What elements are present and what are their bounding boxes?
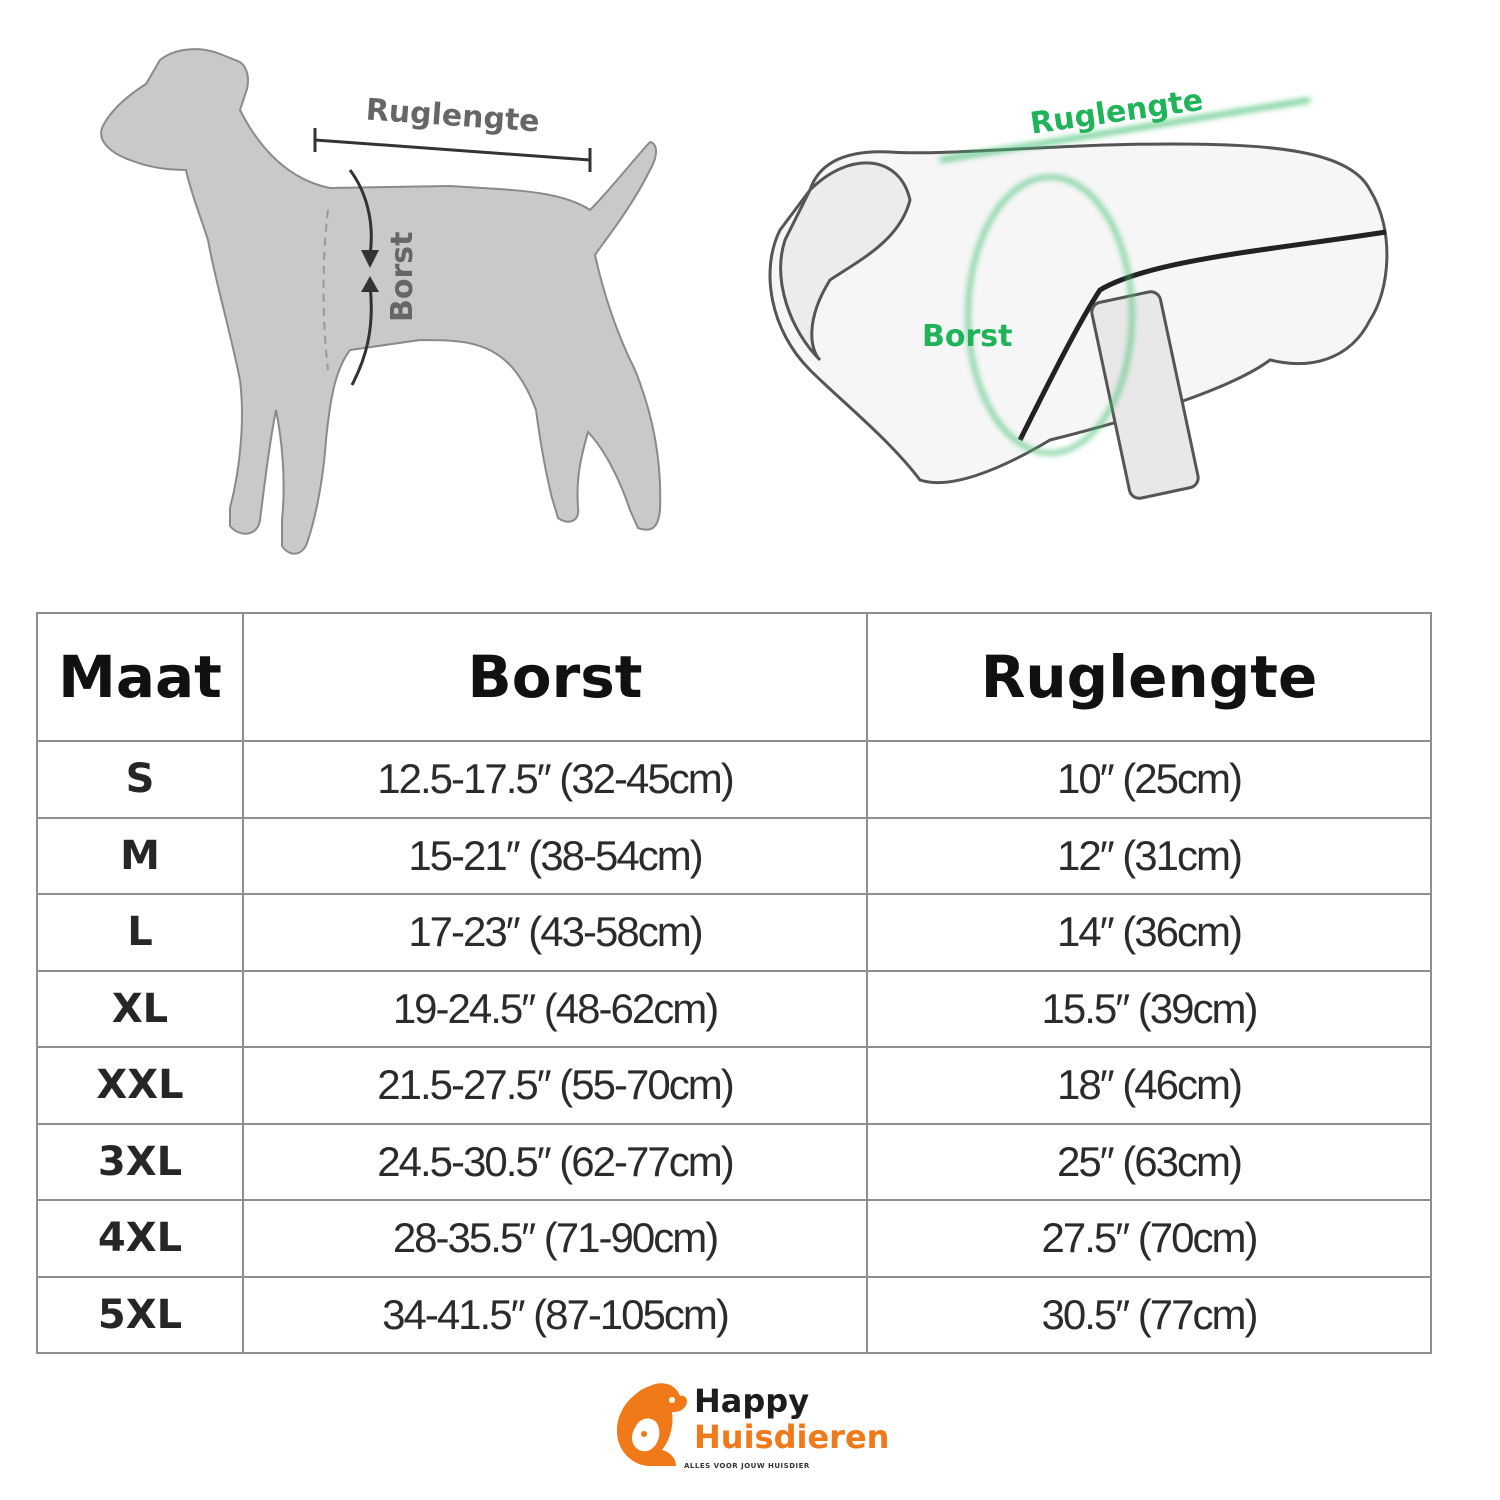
brand-tagline: ALLES VOOR JOUW HUISDIER: [684, 1462, 810, 1470]
dog-cat-logo-icon: [610, 1378, 690, 1474]
coat-measurement-figure: [750, 60, 1430, 540]
brand-logo: [610, 1378, 890, 1478]
table-header-row: [37, 613, 1431, 741]
table-row: [37, 741, 1431, 818]
table-row: [37, 894, 1431, 971]
coat-back-length-label: Ruglengte: [1028, 82, 1206, 142]
size-cell: S: [37, 741, 243, 818]
back-length-cell: 25″ (63cm): [867, 1124, 1431, 1201]
table-row: [37, 1277, 1431, 1354]
brand-name-huisdieren: Huisdieren: [694, 1418, 890, 1456]
brand-name-happy: Happy: [694, 1382, 810, 1420]
dog-silhouette-icon: [90, 40, 690, 580]
chest-cell: 12.5-17.5″ (32-45cm): [243, 741, 867, 818]
header-chest: Borst: [243, 613, 867, 741]
size-chart-table: [36, 612, 1432, 1354]
size-cell: XL: [37, 971, 243, 1048]
chest-cell: 34-41.5″ (87-105cm): [243, 1277, 867, 1354]
back-length-cell: 12″ (31cm): [867, 818, 1431, 895]
back-length-cell: 18″ (46cm): [867, 1047, 1431, 1124]
dog-coat-icon: [750, 60, 1430, 540]
table-row: [37, 1047, 1431, 1124]
back-length-cell: 30.5″ (77cm): [867, 1277, 1431, 1354]
dog-back-length-label: Ruglengte: [364, 92, 541, 140]
table-row: [37, 1124, 1431, 1201]
chest-cell: 21.5-27.5″ (55-70cm): [243, 1047, 867, 1124]
table-row: [37, 971, 1431, 1048]
back-length-cell: 10″ (25cm): [867, 741, 1431, 818]
chest-cell: 19-24.5″ (48-62cm): [243, 971, 867, 1048]
table-row: [37, 818, 1431, 895]
coat-chest-label: Borst: [922, 319, 1013, 354]
size-cell: 5XL: [37, 1277, 243, 1354]
size-cell: L: [37, 894, 243, 971]
back-length-cell: 27.5″ (70cm): [867, 1200, 1431, 1277]
header-back-length: Ruglengte: [867, 613, 1431, 741]
chest-cell: 15-21″ (38-54cm): [243, 818, 867, 895]
chest-cell: 24.5-30.5″ (62-77cm): [243, 1124, 867, 1201]
size-cell: XXL: [37, 1047, 243, 1124]
header-size: Maat: [37, 613, 243, 741]
size-cell: 4XL: [37, 1200, 243, 1277]
back-length-cell: 14″ (36cm): [867, 894, 1431, 971]
chest-cell: 17-23″ (43-58cm): [243, 894, 867, 971]
dog-chest-label: Borst: [385, 231, 420, 322]
size-cell: 3XL: [37, 1124, 243, 1201]
table-row: [37, 1200, 1431, 1277]
dog-measurement-figure: [90, 40, 690, 580]
chest-cell: 28-35.5″ (71-90cm): [243, 1200, 867, 1277]
back-length-cell: 15.5″ (39cm): [867, 971, 1431, 1048]
size-cell: M: [37, 818, 243, 895]
